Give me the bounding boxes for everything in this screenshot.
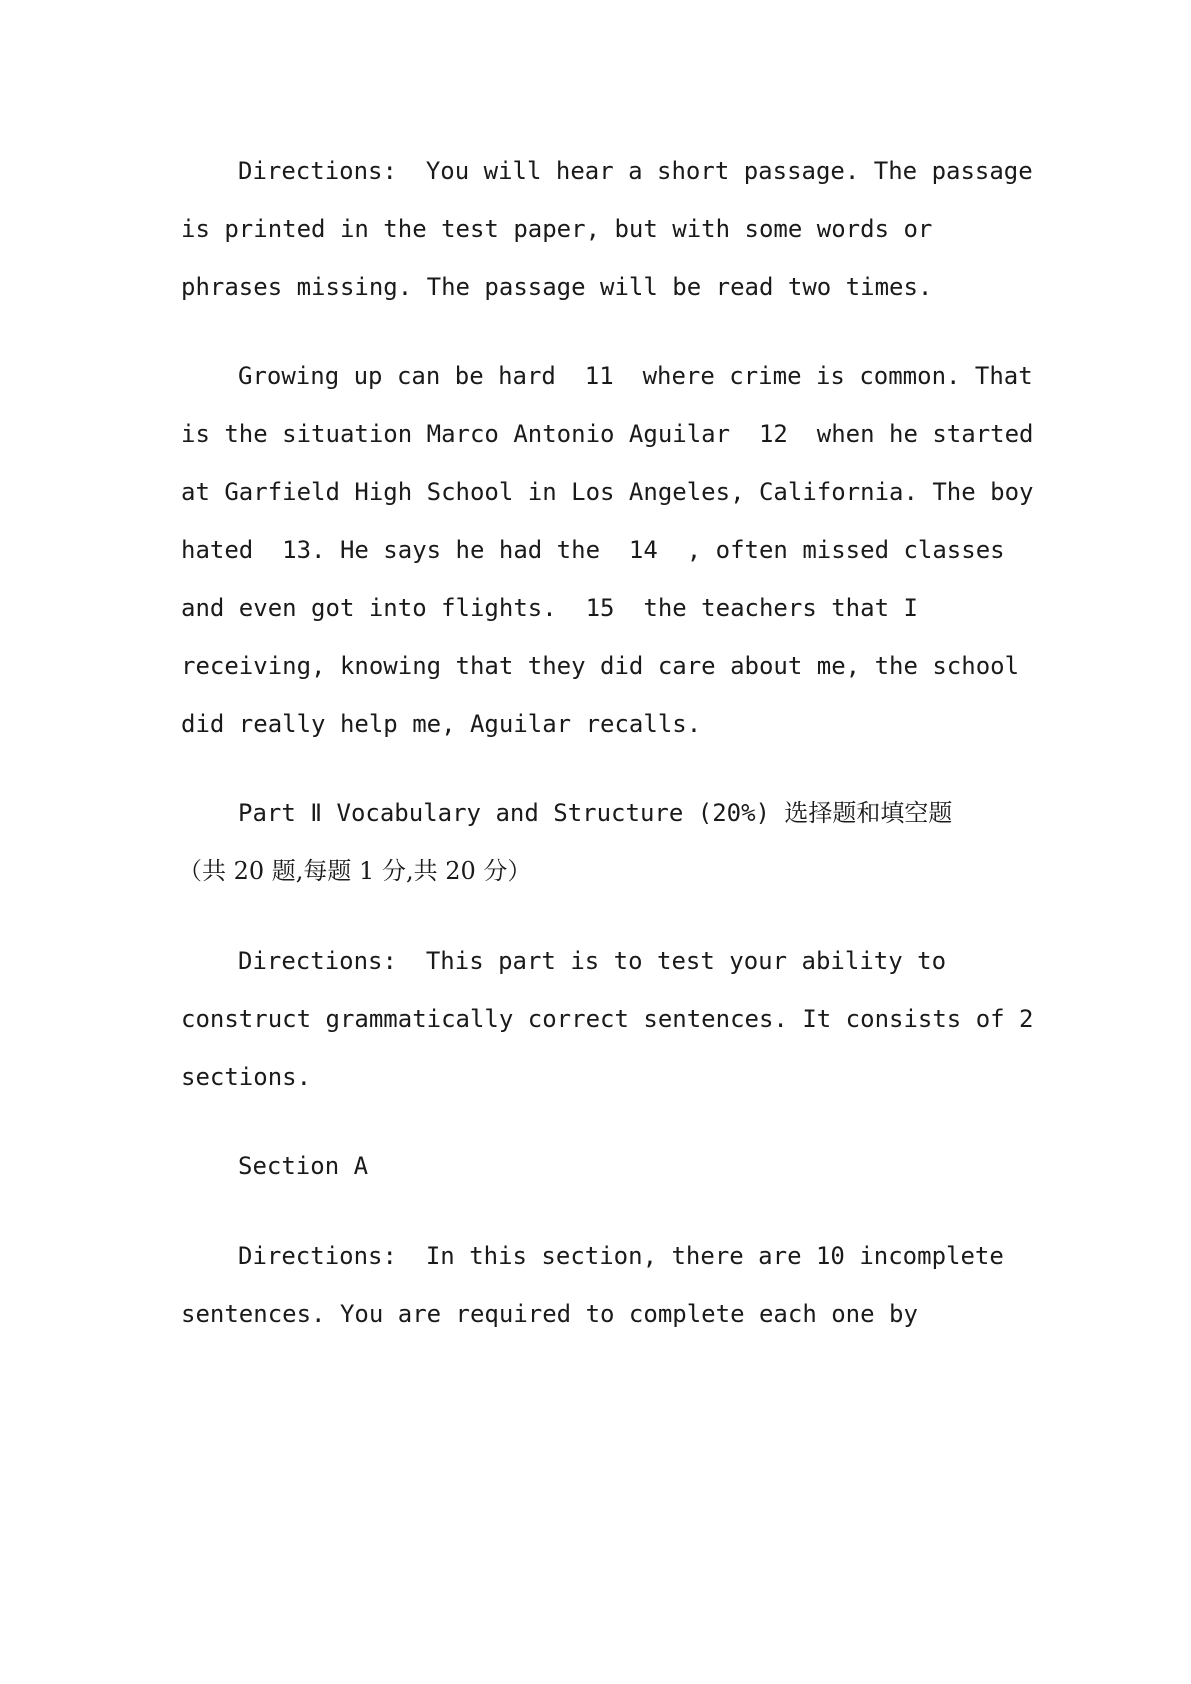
passage-line-1: Growing up can be hard 11 where crime is common. That	[238, 362, 1033, 390]
passage-line-2: is the situation Marco Antonio Aguilar 12 when he started	[181, 420, 1034, 448]
listening-directions-line-2: is printed in the test paper, but with some words or	[181, 215, 933, 243]
section-a-directions-line-2: sentences. You are required to complete each one by	[181, 1300, 918, 1328]
passage-line-4: hated 13. He says he had the 14 , often missed classes	[181, 536, 1005, 564]
passage-line-3: at Garfield High School in Los Angeles, California. The boy	[181, 478, 1034, 506]
passage-line-7: did really help me, Aguilar recalls.	[181, 710, 702, 738]
section-a-directions-line-1: Directions: In this section, there are 10 incomplete	[238, 1242, 1004, 1270]
part2-directions-line-3: sections.	[181, 1063, 312, 1091]
part2-heading-line-2: （共 20 题,每题 1 分,共 20 分）	[178, 857, 532, 885]
part2-directions-line-2: construct grammatically correct sentences. It consists of 2	[181, 1005, 1034, 1033]
passage-line-6: receiving, knowing that they did care about me, the school	[181, 652, 1020, 680]
listening-directions-line-1: Directions: You will hear a short passage. The passage	[238, 157, 1033, 185]
listening-directions-line-3: phrases missing. The passage will be read two times.	[181, 273, 933, 301]
part2-directions-line-1: Directions: This part is to test your ability to	[238, 947, 947, 975]
part2-heading-line-1: Part Ⅱ Vocabulary and Structure (20%) 选择题和填空题	[238, 799, 953, 827]
section-a-title: Section A	[238, 1152, 369, 1180]
passage-line-5: and even got into flights. 15 the teachers that I	[181, 594, 918, 622]
